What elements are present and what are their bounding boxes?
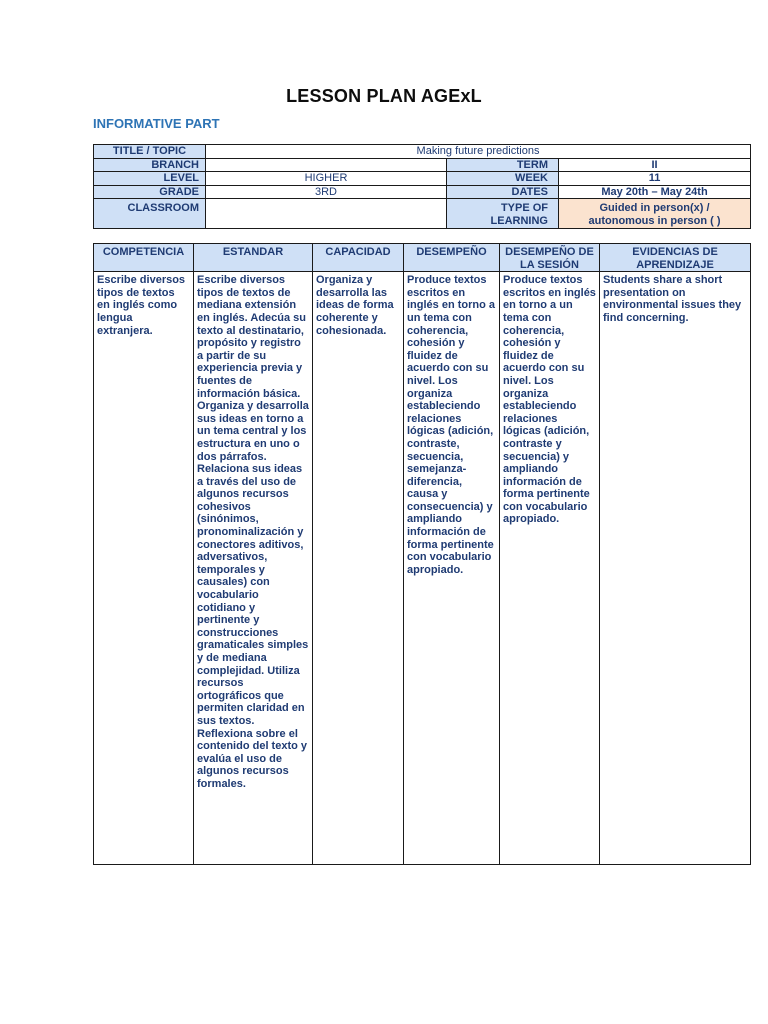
cell-estandar: Escribe diversos tipos de textos de mediana extensión en inglés. Adecúa su texto al destinatario, propósito y registro a partir de su experiencia previa y fuentes de información básica. Organiza y desarrolla sus ideas en torno a un tema central y los estructura en uno o dos párrafos. Relaciona sus ideas a través del uso de algunos recursos cohesivos (sinónimos, pronominalización y conectores aditivos, adversativos, temporales y causales) con vocabulario cotidiano y pertinente y construcciones gramaticales simples y de mediana complejidad. Utiliza recursos ortográficos que permiten claridad en sus textos. Reflexiona sobre el contenido del texto y evalúa el uso de algunos recursos formales. <box>194 272 313 865</box>
header-estandar: ESTANDAR <box>194 244 313 272</box>
level-label: LEVEL <box>94 172 206 186</box>
type-of-learning-value <box>559 199 751 228</box>
term-label: TERM <box>447 158 559 172</box>
row-classroom-type <box>94 199 751 228</box>
header-capacidad: CAPACIDAD <box>313 244 404 272</box>
row-level-week <box>94 172 751 186</box>
type-of-learning-label <box>447 199 559 228</box>
classroom-label: CLASSROOM <box>94 199 206 228</box>
classroom-value <box>206 199 447 228</box>
grade-value: 3RD <box>206 185 447 199</box>
branch-label: BRANCH <box>94 158 206 172</box>
header-evidencias: EVIDENCIAS DE APRENDIZAJE <box>600 244 751 272</box>
cell-capacidad: Organiza y desarrolla las ideas de forma coherente y cohesionada. <box>313 272 404 865</box>
term-value: II <box>559 158 751 172</box>
informative-table <box>93 144 751 229</box>
competencies-table <box>93 243 751 865</box>
row-grade-dates <box>94 185 751 199</box>
row-branch-term <box>94 158 751 172</box>
type-of-learning-value-line2: autonomous in person ( ) <box>588 214 721 227</box>
grade-label: GRADE <box>94 185 206 199</box>
header-desempeno-sesion: DESEMPEÑO DE LA SESIÓN <box>500 244 600 272</box>
row-title-topic <box>94 145 751 159</box>
cell-desempeno: Produce textos escritos en inglés en torno a un tema con coherencia, cohesión y fluidez de acuerdo con su nivel. Los organiza estableciendo relaciones lógicas (adición, contraste, secuencia, semejanza-diferencia, causa y consecuencia) y ampliando información de forma pertinente con vocabulario apropiado. <box>404 272 500 865</box>
section-heading: INFORMATIVE PART <box>93 116 220 131</box>
cell-desempeno-sesion: Produce textos escritos en inglés en torno a un tema con coherencia, cohesión y fluidez de acuerdo con su nivel. Los organiza estableciendo relaciones lógicas (adición, contraste y secuencia) y ampliando información de forma pertinente con vocabulario apropiado. <box>500 272 600 865</box>
dates-value: May 20th – May 24th <box>559 185 751 199</box>
cell-evidencias: Students share a short presentation on environmental issues they find concerning. <box>600 272 751 865</box>
week-label: WEEK <box>447 172 559 186</box>
title-topic-label: TITLE / TOPIC <box>94 145 206 159</box>
cell-competencia: Escribe diversos tipos de textos en inglés como lengua extranjera. <box>94 272 194 865</box>
type-of-learning-value-line1: Guided in person(x) / <box>599 202 710 215</box>
dates-label: DATES <box>447 185 559 199</box>
header-desempeno: DESEMPEÑO <box>404 244 500 272</box>
competencies-content-row <box>94 272 751 865</box>
document-title: LESSON PLAN AGExL <box>286 86 482 106</box>
week-value: 11 <box>559 172 751 186</box>
type-of-learning-label-line1: TYPE OF <box>500 202 548 215</box>
header-competencia: COMPETENCIA <box>94 244 194 272</box>
title-topic-value: Making future predictions <box>206 145 751 159</box>
competencies-header-row <box>94 244 751 272</box>
branch-value <box>206 158 447 172</box>
type-of-learning-label-line2: LEARNING <box>490 214 548 227</box>
level-value: HIGHER <box>206 172 447 186</box>
